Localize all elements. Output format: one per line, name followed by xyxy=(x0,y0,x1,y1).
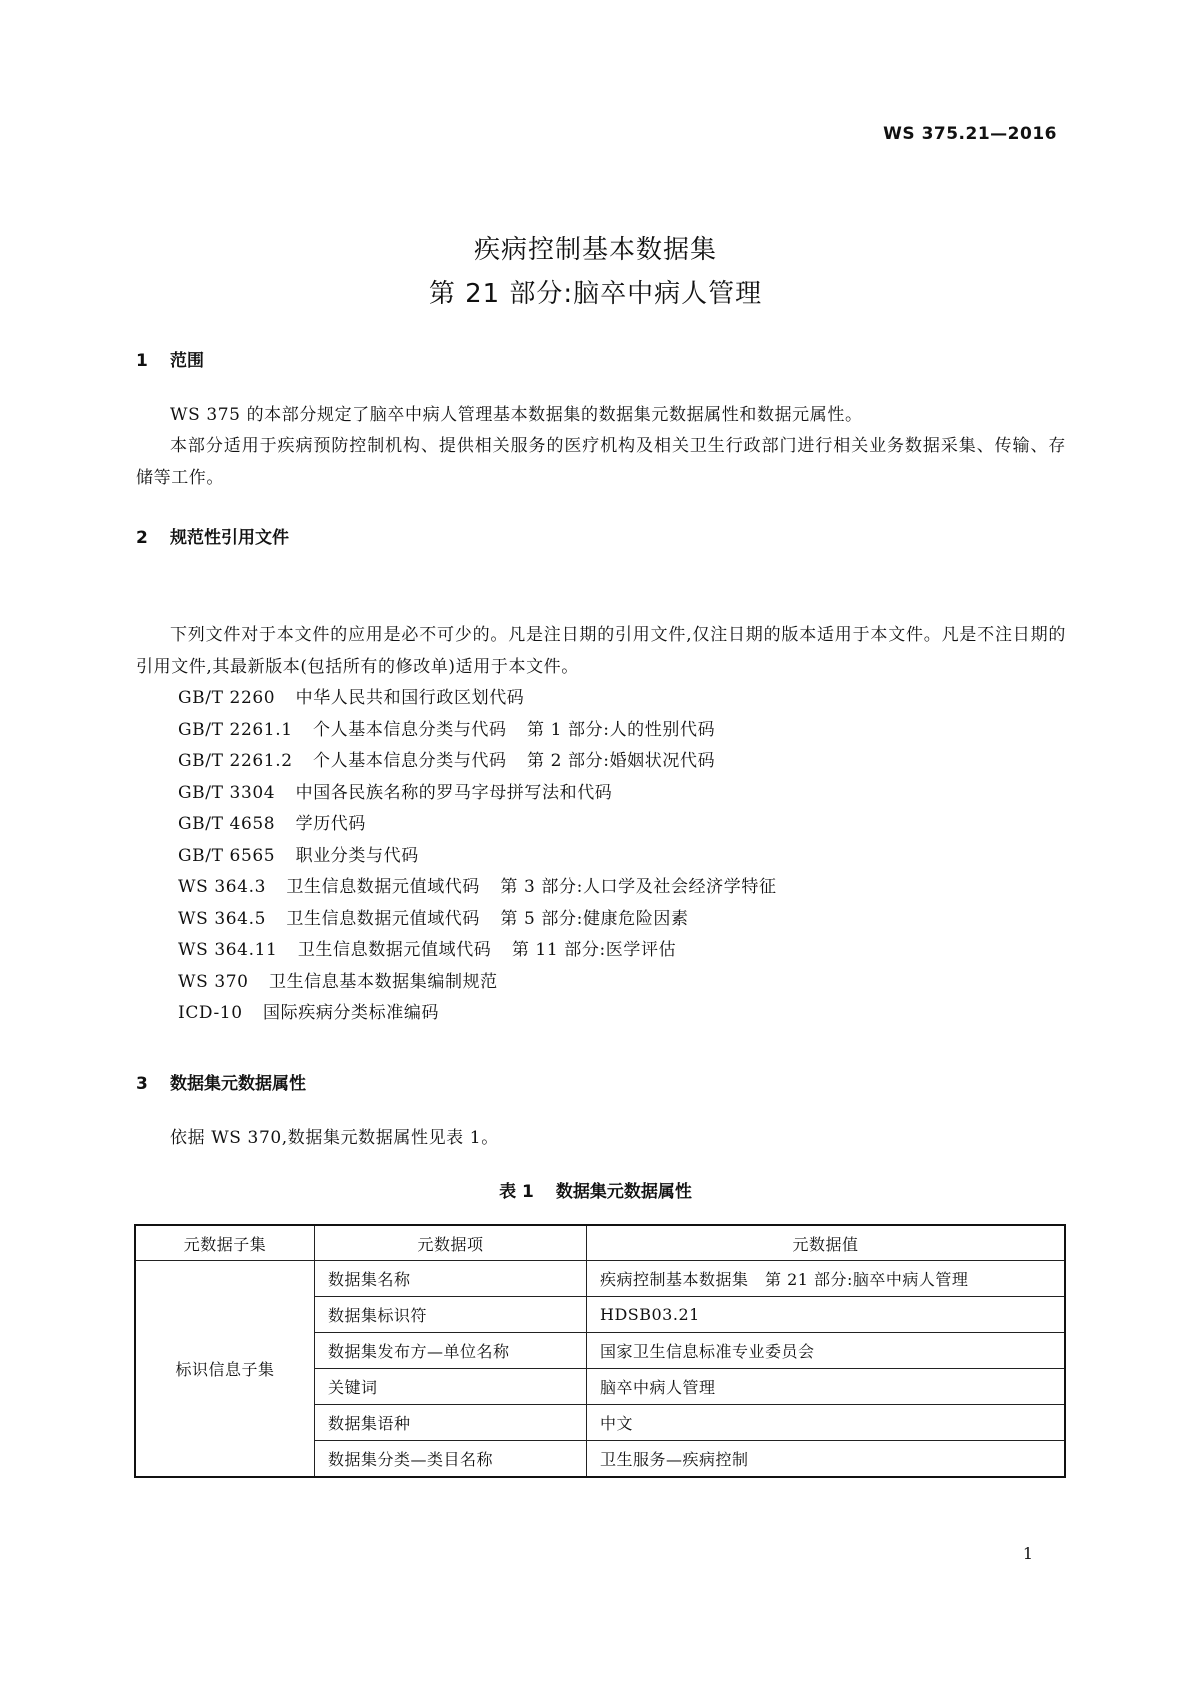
metadata-item-cell: 数据集分类—类目名称 xyxy=(315,1441,587,1478)
metadata-subset-cell: 标识信息子集 xyxy=(135,1261,315,1478)
section-1-number: 1 xyxy=(136,351,148,371)
metadata-item-cell: 数据集名称 xyxy=(315,1261,587,1297)
section-2-number: 2 xyxy=(136,528,148,548)
reference-title: 中国各民族名称的罗马字母拼写法和代码 xyxy=(295,782,613,803)
reference-code: GB/T 6565 xyxy=(178,845,276,866)
title-line-1: 疾病控制基本数据集 xyxy=(473,235,717,265)
reference-title: 卫生信息基本数据集编制规范 xyxy=(268,971,498,992)
table-header-cell: 元数据值 xyxy=(587,1225,1066,1261)
reference-title: 中华人民共和国行政区划代码 xyxy=(295,688,525,708)
reference-item xyxy=(178,967,777,999)
section-3-number: 3 xyxy=(136,1074,148,1094)
metadata-table xyxy=(134,1224,1066,1478)
reference-item xyxy=(178,872,777,904)
section-3-paragraph: 依据 WS 370,数据集元数据属性见表 1。 xyxy=(170,1128,499,1148)
reference-part: 第 11 部分:医学评估 xyxy=(511,940,677,960)
reference-part: 第 2 部分:婚姻状况代码 xyxy=(527,751,716,771)
reference-title: 卫生信息数据元值域代码 xyxy=(286,877,480,897)
title-line-2: 第 21 部分:脑卒中病人管理 xyxy=(428,279,763,309)
reference-code: WS 364.3 xyxy=(178,877,266,897)
reference-title: 个人基本信息分类与代码 xyxy=(313,751,507,771)
reference-item xyxy=(178,715,777,747)
reference-item xyxy=(178,904,777,936)
reference-item xyxy=(178,778,777,810)
metadata-value-cell: 卫生服务—疾病控制 xyxy=(587,1441,1066,1478)
section-1-paragraph-1: WS 375 的本部分规定了脑卒中病人管理基本数据集的数据集元数据属性和数据元属性。 xyxy=(170,405,863,425)
section-1-heading xyxy=(136,346,204,371)
section-1-title: 范围 xyxy=(170,351,204,371)
metadata-value-cell: 疾病控制基本数据集 第 21 部分:脑卒中病人管理 xyxy=(587,1261,1066,1297)
reference-item xyxy=(178,841,777,873)
metadata-item-cell: 数据集语种 xyxy=(315,1405,587,1441)
document-code: WS 375.21—2016 xyxy=(883,124,1057,144)
table-row xyxy=(135,1261,1065,1297)
reference-code: GB/T 2261.2 xyxy=(178,751,293,771)
reference-item xyxy=(178,809,777,841)
reference-title: 职业分类与代码 xyxy=(295,845,419,866)
reference-code: GB/T 2260 xyxy=(178,688,276,708)
reference-item xyxy=(178,746,777,778)
reference-title: 卫生信息数据元值域代码 xyxy=(297,940,492,960)
reference-title: 卫生信息数据元值域代码 xyxy=(286,908,480,929)
section-2-intro: 下列文件对于本文件的应用是必不可少的。凡是注日期的引用文件,仅注日期的版本适用于本文件。凡是不注日期的引用文件,其最新版本(包括所有的修改单)适用于本文件。 xyxy=(136,625,1066,677)
reference-code: GB/T 4658 xyxy=(178,814,276,834)
reference-list xyxy=(178,683,777,1030)
metadata-item-cell: 关键词 xyxy=(315,1369,587,1405)
metadata-value-cell: 脑卒中病人管理 xyxy=(587,1369,1066,1405)
section-3-title: 数据集元数据属性 xyxy=(170,1074,306,1094)
reference-code: GB/T 3304 xyxy=(178,782,276,803)
table-caption-number: 表 1 xyxy=(499,1182,534,1202)
reference-code: WS 364.11 xyxy=(178,940,278,960)
section-2-title: 规范性引用文件 xyxy=(170,528,289,548)
reference-title: 国际疾病分类标准编码 xyxy=(263,1003,440,1023)
section-2-heading xyxy=(136,523,289,548)
reference-item xyxy=(178,998,777,1030)
metadata-item-cell: 数据集发布方—单位名称 xyxy=(315,1333,587,1369)
reference-item xyxy=(178,935,777,967)
reference-item xyxy=(178,683,777,715)
reference-title: 学历代码 xyxy=(295,814,367,834)
reference-part: 第 1 部分:人的性别代码 xyxy=(527,719,716,740)
table-header-cell: 元数据项 xyxy=(315,1225,587,1261)
reference-part: 第 3 部分:人口学及社会经济学特征 xyxy=(500,877,777,897)
table-header-cell: 元数据子集 xyxy=(135,1225,315,1261)
metadata-item-cell: 数据集标识符 xyxy=(315,1297,587,1333)
table-caption-title: 数据集元数据属性 xyxy=(555,1182,692,1202)
metadata-value-cell: HDSB03.21 xyxy=(587,1297,1066,1333)
reference-code: GB/T 2261.1 xyxy=(178,719,293,740)
table-header-row xyxy=(135,1225,1065,1261)
page-number: 1 xyxy=(1022,1544,1033,1563)
reference-code: WS 370 xyxy=(178,971,249,992)
section-1-paragraph-2: 本部分适用于疾病预防控制机构、提供相关服务的医疗机构及相关卫生行政部门进行相关业务数据采集、传输、存储等工作。 xyxy=(136,436,1066,488)
metadata-value-cell: 中文 xyxy=(587,1405,1066,1441)
section-3-heading xyxy=(136,1069,306,1094)
reference-title: 个人基本信息分类与代码 xyxy=(313,719,507,740)
reference-code: WS 364.5 xyxy=(178,908,266,929)
table-caption xyxy=(0,1177,1191,1202)
document-title xyxy=(0,228,1191,316)
reference-code: ICD-10 xyxy=(178,1003,243,1023)
reference-part: 第 5 部分:健康危险因素 xyxy=(500,908,689,929)
metadata-value-cell: 国家卫生信息标准专业委员会 xyxy=(587,1333,1066,1369)
